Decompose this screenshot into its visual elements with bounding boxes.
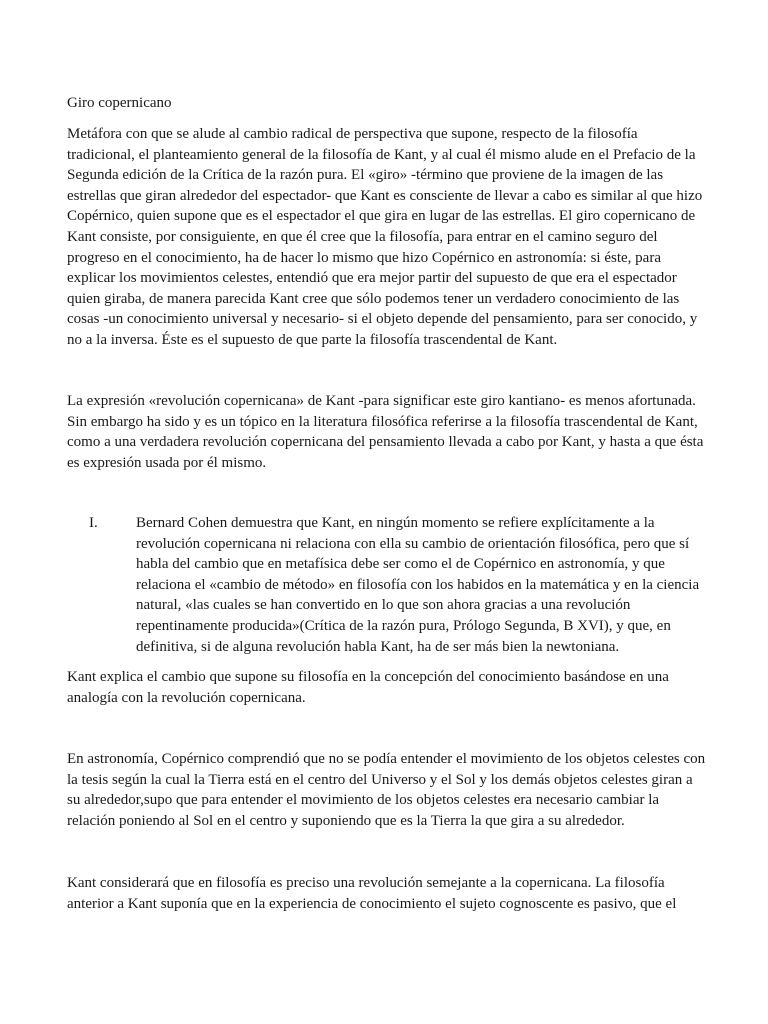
list-marker: I.	[89, 515, 98, 531]
document-title: Giro copernicano	[67, 95, 172, 111]
paragraph-analogy: Kant explica el cambio que supone su filosofía en la concepción del conocimiento basándose en una analogía con la revolución copernicana.	[67, 669, 669, 706]
paragraph-definition: Metáfora con que se alude al cambio radical de perspectiva que supone, respecto de la filosofía tradicional, el planteamiento general de la filosofía de Kant, y al cual él mismo alude en el Prefacio de la Segunda edición de la Crítica de la razón pura. El «giro» -término que proviene de la imagen de las estrellas que giran alrededor del espectador- que Kant es consciente de llevar a cabo es similar al que hizo Copérnico, quien supone que es el espectador el que gira en lugar de las estrellas. El giro copernicano de Kant consiste, por consiguiente, en que él cree que la filosofía, para entrar en el camino seguro del progreso en el conocimiento, ha de hacer lo mismo que hizo Copérnico en astronomía: si éste, para explicar los movimientos celestes, entendió que era mejor partir del supuesto de que era el espectador quien giraba, de manera parecida Kant cree que sólo podemos tener un verdadero conocimiento de las cosas -un conocimiento universal y necesario- si el objeto depende del pensamiento, para ser conocido, y no a la inversa. Éste es el supuesto de que parte la filosofía trascendental de Kant.	[67, 126, 703, 348]
list-item-text: Bernard Cohen demuestra que Kant, en ningún momento se refiere explícitamente a la revolución copernicana ni relaciona con ella su cambio de orientación filosófica, pero que sí habla del cambio que en metafísica debe ser como el de Copérnico en astronomía, y que relaciona el «cambio de método» en filosofía con los habidos en la matemática y en la ciencia natural, «las cuales se han convertido en lo que son ahora gracias a una revolución repentinamente producida»(Crítica de la razón pura, Prólogo Segunda, B XVI), y que, en definitiva, si de alguna revolución habla Kant, ha de ser más bien la newtoniana.	[136, 515, 700, 655]
paragraph-astronomy: En astronomía, Copérnico comprendió que no se podía entender el movimiento de los objetos celestes con la tesis según la cual la Tierra está en el centro del Universo y el Sol y los demás objetos celestes giran a su alrededor,supo que para entender el movimiento de los objetos celestes era necesario cambiar la relación poniendo al Sol en el centro y suponiendo que es la Tierra la que gira a su alrededor.	[67, 751, 706, 829]
paragraph-kant-revolution: Kant considerará que en filosofía es preciso una revolución semejante a la copernicana. La filosofía anterior a Kant suponía que en la experiencia de conocimiento el sujeto cognoscente es pasivo, que el	[67, 875, 677, 912]
paragraph-revolution-expression: La expresión «revolución copernicana» de Kant -para significar este giro kantiano- es menos afortunada. Sin embargo ha sido y es un tópico en la literatura filosófica referirse a la filosofía trascendental de Kant, como a una verdadera revolución copernicana del pensamiento llevada a cabo por Kant, y hasta a que ésta es expresión usada por él mismo.	[67, 393, 704, 471]
